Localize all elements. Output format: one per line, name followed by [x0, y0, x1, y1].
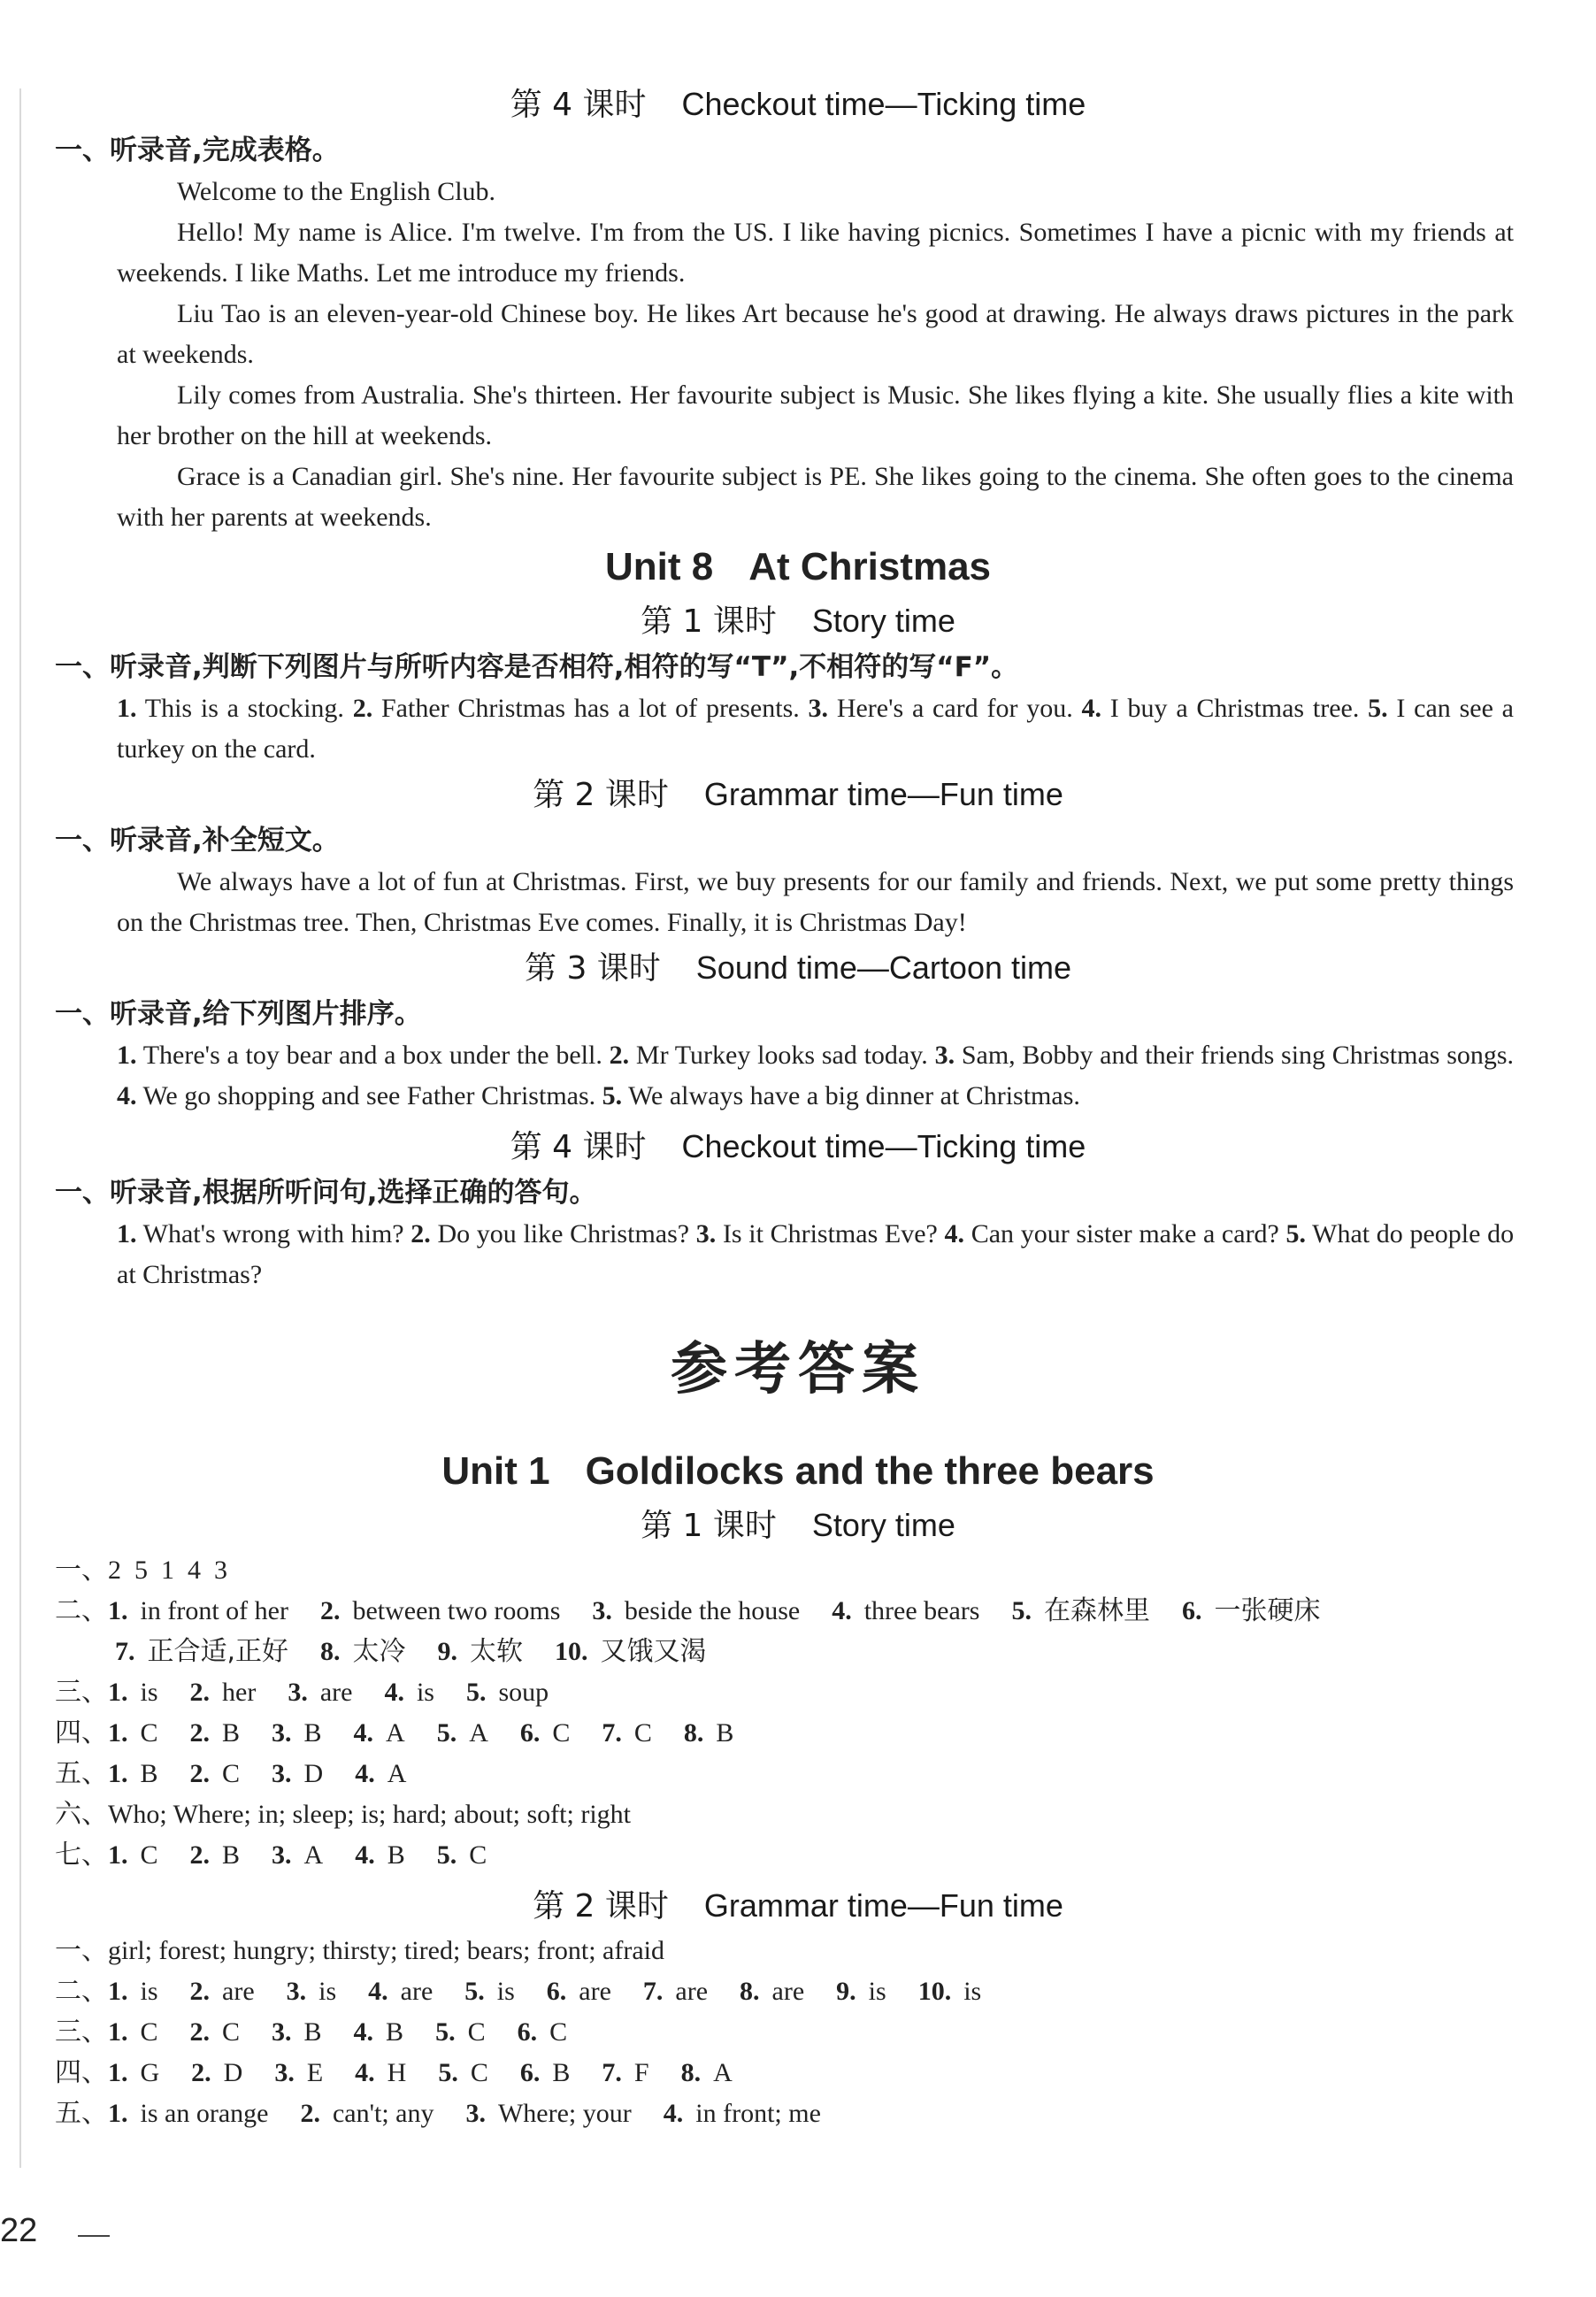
item-number: 3.	[934, 1041, 955, 1070]
item-text: her	[222, 1678, 257, 1707]
item-text: D	[303, 1759, 324, 1788]
item-text: I can see a turkey on the card.	[117, 694, 1514, 764]
item-text: Can your sister make a card?	[971, 1219, 1279, 1248]
item-text: A	[386, 1718, 405, 1748]
item-text: Mr Turkey looks sad today.	[635, 1041, 928, 1070]
lesson-heading	[0, 1122, 1596, 1172]
item-number: 1.	[108, 2017, 128, 2047]
answer-label: 一、	[55, 1935, 108, 1966]
item-number: 6.	[519, 2058, 541, 2087]
lesson-heading	[0, 1501, 1596, 1550]
item-number: 3.	[272, 1840, 292, 1870]
item-number: 1.	[108, 2099, 128, 2128]
item-text: C	[222, 2017, 241, 2047]
item-text: are	[222, 1977, 255, 2006]
answer-row	[55, 2053, 1514, 2093]
item-text: D	[223, 2058, 243, 2087]
answer-row	[55, 2012, 1514, 2053]
item-number: 9.	[437, 1637, 458, 1666]
item-text: G	[140, 2058, 160, 2087]
item-number: 2.	[189, 1977, 211, 2006]
item-number: 4.	[355, 1840, 375, 1870]
item-number: 2.	[352, 694, 373, 723]
item-number: 6.	[517, 2017, 538, 2047]
script-items	[117, 688, 1514, 770]
item-number: 3.	[272, 1718, 292, 1748]
item-text: There's a toy bear and a box under the bell.	[142, 1041, 602, 1070]
item-number: 4.	[832, 1596, 852, 1625]
item-text: three bears	[863, 1596, 980, 1625]
item-number: 3.	[465, 2099, 486, 2128]
item-number: 2.	[189, 2017, 211, 2047]
item-text: 太软	[470, 1636, 524, 1667]
item-number: 4.	[353, 1718, 374, 1748]
answer-label: 六、	[55, 1799, 108, 1830]
item-number: 3.	[808, 694, 829, 723]
item-number: 3.	[272, 2017, 292, 2047]
answer-row	[55, 1931, 1514, 1971]
answer-label: 七、	[55, 1840, 108, 1871]
item-text: is	[140, 1977, 158, 2006]
item-number: 2.	[189, 1678, 211, 1707]
item-text: B	[303, 1718, 322, 1748]
item-text: What's wrong with him?	[142, 1219, 404, 1248]
item-number: 6.	[519, 1718, 541, 1748]
item-number: 3.	[592, 1596, 612, 1625]
item-text: in front of her	[140, 1596, 288, 1625]
answer-row	[55, 1550, 1514, 1591]
item-number: 4.	[353, 2017, 374, 2047]
unit-name: At Christmas	[748, 545, 992, 588]
item-text: can't; any	[332, 2099, 434, 2128]
item-number: 3.	[272, 1759, 292, 1788]
lesson-number: 第 1 课时	[641, 1508, 777, 1544]
item-text: B	[222, 1840, 241, 1870]
item-text: H	[387, 2058, 407, 2087]
item-number: 1.	[117, 1041, 137, 1070]
item-number: 4.	[355, 1759, 375, 1788]
item-number: 8.	[680, 2058, 702, 2087]
lesson-number: 第 4 课时	[510, 1129, 647, 1165]
answer-label: 四、	[55, 2057, 108, 2088]
unit-name: Goldilocks and the three bears	[585, 1449, 1155, 1493]
item-number: 3.	[274, 2058, 295, 2087]
item-text: Here's a card for you.	[836, 694, 1073, 723]
paragraph: Welcome to the English Club.	[177, 177, 496, 206]
unit-number: Unit 8	[604, 545, 714, 588]
paragraph: We always have a lot of fun at Christmas. First, we buy presents for our family and friends. Next, we put some pretty things on the Christmas tree. Then, Christmas Eve comes. Finally, it is Christmas Day!	[117, 867, 1514, 937]
item-number: 3.	[286, 1977, 307, 2006]
item-text: Where; your	[497, 2099, 632, 2128]
script-items	[117, 1035, 1514, 1117]
item-text: are	[319, 1678, 353, 1707]
item-number: 2.	[319, 1596, 341, 1625]
instruction: 一、听录音,完成表格。	[55, 134, 340, 166]
answer-label: 四、	[55, 1717, 108, 1748]
paragraph: Liu Tao is an eleven-year-old Chinese boy. He likes Art because he's good at drawing. He always draws pictures in the park at weekends.	[117, 299, 1514, 369]
item-number: 1.	[117, 694, 137, 723]
answer-label: 三、	[55, 1677, 108, 1708]
item-number: 6.	[546, 1977, 567, 2006]
item-number: 1.	[108, 1840, 128, 1870]
item-number: 7.	[642, 1977, 664, 2006]
item-number: 4.	[1081, 694, 1101, 723]
lesson-heading	[0, 1881, 1596, 1931]
lesson-number: 第 2 课时	[533, 777, 669, 813]
instruction: 一、听录音,给下列图片排序。	[55, 998, 422, 1030]
item-number: 5.	[465, 1678, 487, 1707]
item-text: Do you like Christmas?	[437, 1219, 690, 1248]
unit-number: Unit 1	[441, 1449, 550, 1493]
item-number: 5.	[1011, 1596, 1032, 1625]
item-number: 1.	[108, 1977, 128, 2006]
item-text: are	[579, 1977, 611, 2006]
answer-label: 二、	[55, 1595, 108, 1626]
item-text: between two rooms	[352, 1596, 561, 1625]
item-number: 1.	[108, 1678, 128, 1707]
item-number: 4.	[663, 2099, 684, 2128]
item-text: A	[713, 2058, 733, 2087]
item-text: B	[552, 2058, 571, 2087]
item-text: C	[140, 1718, 158, 1748]
item-number: 2.	[189, 1718, 211, 1748]
item-number: 7.	[602, 1718, 622, 1748]
answer-row	[55, 1754, 1514, 1794]
item-text: are	[771, 1977, 805, 2006]
lesson-name: Story time	[811, 1507, 955, 1543]
item-number: 3.	[288, 1678, 308, 1707]
item-text: is	[963, 1977, 982, 2006]
item-text: 在森林里	[1043, 1595, 1150, 1626]
item-number: 4.	[117, 1081, 137, 1110]
item-text: C	[633, 1718, 652, 1748]
answer-label: 三、	[55, 2017, 108, 2047]
lesson-number: 第 4 课时	[510, 87, 647, 123]
answer-label: 二、	[55, 1976, 108, 2007]
item-number: 1.	[108, 1759, 128, 1788]
item-number: 7.	[602, 2058, 622, 2087]
item-number: 2.	[189, 1759, 211, 1788]
item-text: C	[470, 2058, 488, 2087]
item-text: F	[633, 2058, 649, 2087]
item-text: This is a stocking.	[144, 694, 344, 723]
lesson-heading	[0, 943, 1596, 993]
item-text: C	[467, 2017, 486, 2047]
item-text: is	[416, 1678, 434, 1707]
answer-label: 一、	[55, 1555, 108, 1586]
item-text: are	[400, 1977, 434, 2006]
item-number: 8.	[683, 1718, 704, 1748]
answer-text: Who; Where; in; sleep; is; hard; about; soft; right	[108, 1800, 631, 1829]
answer-text: girl; forest; hungry; thirsty; tired; bears; front; afraid	[108, 1936, 665, 1965]
page-number: 22	[0, 2212, 38, 2249]
answer-row	[55, 1835, 1514, 1876]
item-number: 1.	[108, 1596, 128, 1625]
item-number: 5.	[602, 1081, 623, 1110]
lesson-heading	[0, 80, 1596, 129]
item-number: 5.	[464, 1977, 485, 2006]
item-text: B	[386, 2017, 404, 2047]
item-text: 太冷	[352, 1636, 406, 1667]
item-text: is	[868, 1977, 886, 2006]
unit-heading	[0, 1442, 1596, 1501]
item-number: 2.	[411, 1219, 431, 1248]
item-number: 8.	[320, 1637, 341, 1666]
item-number: 5.	[438, 2058, 458, 2087]
item-text: A	[387, 1759, 407, 1788]
item-number: 4.	[944, 1219, 965, 1248]
instruction: 一、听录音,补全短文。	[55, 825, 340, 857]
lesson-heading	[0, 770, 1596, 819]
item-text: 一张硬床	[1214, 1595, 1321, 1626]
item-text: is	[140, 1678, 158, 1707]
item-text: B	[387, 1840, 405, 1870]
item-number: 10.	[917, 1977, 952, 2006]
lesson-name: Checkout time—Ticking time	[681, 1128, 1086, 1164]
instruction: 一、听录音,判断下列图片与所听内容是否相符,相符的写“T”,不相符的写“F”。	[55, 651, 1019, 683]
answer-row	[55, 2093, 1514, 2134]
item-text: is	[318, 1977, 337, 2006]
lesson-name: Sound time—Cartoon time	[695, 949, 1071, 986]
paragraph: Hello! My name is Alice. I'm twelve. I'm from the US. I like having picnics. Sometimes I have a picnic with my friends at weekends. I like Maths. Let me introduce my friends.	[117, 218, 1514, 288]
item-text: C	[222, 1759, 241, 1788]
item-text: A	[303, 1840, 324, 1870]
item-number: 9.	[836, 1977, 856, 2006]
item-text: in front; me	[695, 2099, 821, 2128]
item-number: 7.	[115, 1637, 135, 1666]
item-text: C	[552, 1718, 571, 1748]
item-number: 1.	[108, 2058, 128, 2087]
item-number: 10.	[555, 1637, 588, 1666]
item-text: Sam, Bobby and their friends sing Christmas songs.	[961, 1041, 1515, 1070]
item-number: 4.	[355, 2058, 375, 2087]
item-text: I buy a Christmas tree.	[1109, 694, 1360, 723]
item-text: is an orange	[140, 2099, 269, 2128]
answer-label: 五、	[55, 1758, 108, 1789]
instruction: 一、听录音,根据所听问句,选择正确的答句。	[55, 1177, 597, 1209]
item-number: 5.	[436, 1840, 457, 1870]
script-items	[117, 1214, 1514, 1295]
item-number: 8.	[740, 1977, 760, 2006]
page-number-rule	[78, 2235, 110, 2237]
item-text: C	[549, 2017, 568, 2047]
item-number: 4.	[368, 1977, 388, 2006]
item-text: are	[675, 1977, 709, 2006]
unit-heading	[0, 538, 1596, 596]
item-number: 2.	[609, 1041, 630, 1070]
lesson-number: 第 3 课时	[525, 950, 661, 987]
answer-row	[55, 1713, 1514, 1754]
answer-row	[55, 1591, 1514, 1672]
paragraph: Lily comes from Australia. She's thirteen. Her favourite subject is Music. She likes flying a kite. She usually flies a kite with her brother on the hill at weekends.	[117, 380, 1514, 450]
item-text: B	[716, 1718, 734, 1748]
lesson-name: Grammar time—Fun time	[703, 1887, 1063, 1924]
item-number: 4.	[384, 1678, 404, 1707]
lesson-name: Grammar time—Fun time	[703, 776, 1063, 812]
item-number: 2.	[191, 2058, 211, 2087]
item-number: 2.	[189, 1840, 211, 1870]
lesson-number: 第 2 课时	[533, 1888, 669, 1924]
item-number: 2.	[300, 2099, 320, 2128]
item-text: A	[469, 1718, 488, 1748]
item-number: 3.	[695, 1219, 717, 1248]
item-number: 5.	[435, 2017, 456, 2047]
item-number: 1.	[117, 1219, 137, 1248]
item-text: is	[496, 1977, 515, 2006]
answer-label: 五、	[55, 2098, 108, 2129]
item-number: 5.	[1368, 694, 1388, 723]
lesson-name: Checkout time—Ticking time	[681, 86, 1086, 122]
item-text: B	[140, 1759, 158, 1788]
item-text: What do people do at Christmas?	[117, 1219, 1515, 1289]
lesson-number: 第 1 课时	[641, 603, 777, 640]
item-text: Father Christmas has a lot of presents.	[380, 694, 800, 723]
item-text: beside the house	[624, 1596, 801, 1625]
answer-row	[55, 1971, 1514, 2012]
item-text: B	[222, 1718, 241, 1748]
item-text: B	[303, 2017, 322, 2047]
item-number: 1.	[108, 1718, 128, 1748]
lesson-name: Story time	[811, 603, 955, 639]
item-number: 5.	[1285, 1219, 1307, 1248]
answers-heading: 参考答案	[671, 1337, 925, 1402]
item-text: 又饿又渴	[600, 1636, 707, 1667]
item-text: We go shopping and see Father Christmas.	[142, 1081, 596, 1110]
paragraph: Grace is a Canadian girl. She's nine. Her favourite subject is PE. She likes going to the cinema. She often goes to the cinema with her parents at weekends.	[117, 462, 1514, 532]
item-text: 正合适,正好	[147, 1636, 289, 1667]
page-content	[0, 80, 1596, 2134]
item-number: 5.	[436, 1718, 457, 1748]
item-number: 6.	[1181, 1596, 1202, 1625]
answer-row	[55, 1672, 1514, 1713]
item-text: Is it Christmas Eve?	[722, 1219, 938, 1248]
lesson-heading	[0, 596, 1596, 646]
item-text: E	[306, 2058, 324, 2087]
answer-row	[55, 1794, 1514, 1835]
answer-text: 2 5 1 4 3	[108, 1556, 227, 1585]
item-text: C	[140, 1840, 158, 1870]
item-text: soup	[498, 1678, 549, 1707]
item-text: We always have a big dinner at Christmas.	[628, 1081, 1080, 1110]
item-text: C	[140, 2017, 158, 2047]
item-text: C	[469, 1840, 487, 1870]
